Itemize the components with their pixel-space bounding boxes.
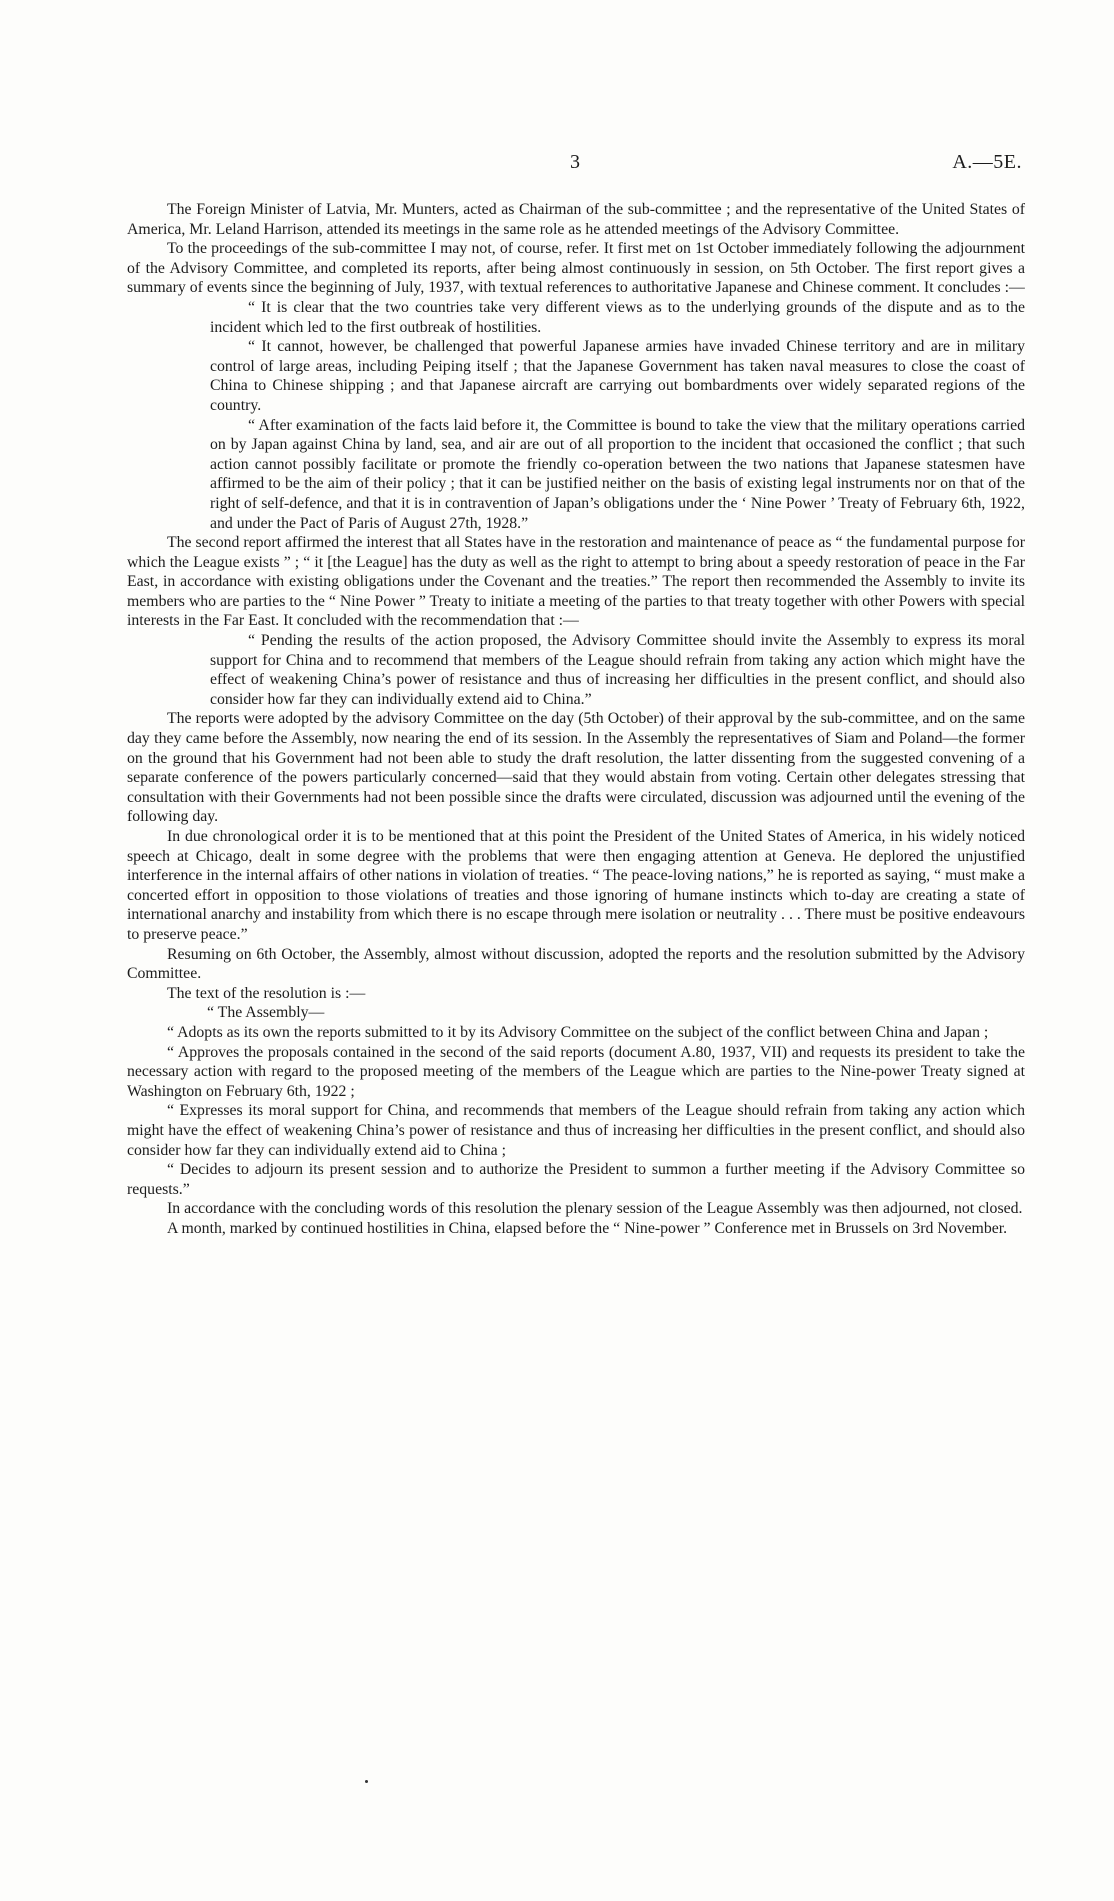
- paragraph-adjourned: In accordance with the concluding words of this resolution the plenary session of the League Assembly was then adjourned, not closed.: [167, 1200, 1023, 1218]
- resolution-assembly: “ The Assembly—: [207, 1004, 325, 1022]
- quote-first-report-2: “ It cannot, however, be challenged that powerful Japanese armies have invaded Chinese territory and are in military control of large areas, including Peiping itself ; that the Japanese Government has taken naval measures to close the coast of China to Chinese shipping ; and that Japanese aircraft are carrying out bombardments over widely separated regions of the country.: [210, 338, 1025, 414]
- document-reference: A.—5E.: [952, 151, 1022, 173]
- page-number: 3: [570, 151, 580, 173]
- paragraph-brussels-conference: A month, marked by continued hostilities in China, elapsed before the “ Nine-power ” Conference met in Brussels on 3rd November.: [167, 1219, 1008, 1237]
- quote-first-report-1: “ It is clear that the two countries take very different views as to the underlying grounds of the dispute and as to the incident which led to the first outbreak of hostilities.: [210, 298, 1025, 336]
- paragraph-reports-adopted: The reports were adopted by the advisory Committee on the day (5th October) of their approval by the sub-committee, and on the same day they came before the Assembly, now nearing the end of its session. In the Assembly the representatives of Siam and Poland—the former on the ground that his Government had not been able to study the draft resolution, the latter dissenting from the suggested convening of a separate conference of the powers particularly concerned—said that they would abstain from voting. Certain other delegates stressing that consultation with their Governments had not been possible since the drafts were circulated, discussion was adjourned until the evening of the following day.: [127, 710, 1025, 826]
- paragraph-proceedings: To the proceedings of the sub-committee I may not, of course, refer. It first met on 1st October immediately following the adjournment of the Advisory Committee, and completed its reports, after being almost continuously in session, on 5th October. The first report gives a summary of events since the beginning of July, 1937, with textual references to authoritative Japanese and Chinese comment. It concludes :—: [127, 240, 1025, 297]
- quote-recommendation: “ Pending the results of the action proposed, the Advisory Committee should invite the Assembly to express its moral support for China and to recommend that members of the League should refrain from taking any action which might have the effect of weakening China’s power of resistance and thus of increasing her difficulties in the present conflict, and should also consider how far they can individually extend aid to China.”: [210, 632, 1025, 708]
- paragraph-second-report: The second report affirmed the interest that all States have in the restoration and maintenance of peace as “ the fundamental purpose for which the League exists ” ; “ it [the League] has the duty as well as the right to attempt to bring about a speedy restoration of peace in the Far East, in accordance with existing obligations under the Covenant and the treaties.” The report then recommended the Assembly to invite its members who are parties to the “ Nine Power ” Treaty to initiate a meeting of the parties to that treaty together with other Powers with special interests in the Far East. It concluded with the recommendation that :—: [127, 534, 1025, 630]
- quote-first-report-3: “ After examination of the facts laid before it, the Committee is bound to take the view that the military operations carried on by Japan against China by land, sea, and air are out of all proportion to the incident that occasioned the conflict ; that such action cannot possibly facilitate or promote the friendly co-operation between the two nations that Japanese statesmen have affirmed to be the aim of their policy ; that it can be justified neither on the basis of existing legal instruments nor on that of the right of self-defence, and that it is in contravention of Japan’s obligations under the ‘ Nine Power ’ Treaty of February 6th, 1922, and under the Pact of Paris of August 27th, 1928.”: [210, 416, 1025, 532]
- resolution-adopts: “ Adopts as its own the reports submitted to it by its Advisory Committee on the subject of the conflict between China and Japan ;: [167, 1023, 989, 1041]
- resolution-approves: “ Approves the proposals contained in the second of the said reports (document A.80, 1937, VII) and requests its president to take the necessary action with regard to the proposed meeting of the members of the League which are parties to the Nine-power Treaty signed at Washington on February 6th, 1922 ;: [127, 1043, 1025, 1100]
- resolution-expresses: “ Expresses its moral support for China, and recommends that members of the League should refrain from taking any action which might have the effect of weakening China’s power of resistance and thus of increasing her difficulties in the present conflict, and should also consider how far they can individually extend aid to China ;: [127, 1102, 1025, 1159]
- paragraph-resuming: Resuming on 6th October, the Assembly, almost without discussion, adopted the reports and the resolution submitted by the Advisory Committee.: [127, 945, 1025, 983]
- resolution-decides: “ Decides to adjourn its present session and to authorize the President to summon a further meeting if the Advisory Committee so requests.”: [127, 1161, 1025, 1198]
- page-speck: [365, 1780, 368, 1783]
- resolution-intro: The text of the resolution is :—: [167, 984, 366, 1002]
- paragraph-chicago-speech: In due chronological order it is to be mentioned that at this point the President of the United States of America, in his widely noticed speech at Chicago, dealt in some degree with the problems that were then engaging attention at Geneva. He deplored the unjustified interference in the internal affairs of other nations in violation of treaties. “ The peace-loving nations,” he is reported as saying, “ must make a concerted effort in opposition to those violations of treaties and those ignoring of humane instincts which to-day are creating a state of international anarchy and instability from which there is no escape through mere isolation or neutrality . . . There must be positive endeavours to preserve peace.”: [127, 828, 1025, 943]
- body-text: [127, 200, 1025, 1238]
- paragraph-sub-committee-chair: The Foreign Minister of Latvia, Mr. Munters, acted as Chairman of the sub-committee ; and the representative of the United States of America, Mr. Leland Harrison, attended its meetings in the same role as he attended meetings of the Advisory Committee.: [127, 201, 1025, 238]
- page-header: [0, 150, 1114, 174]
